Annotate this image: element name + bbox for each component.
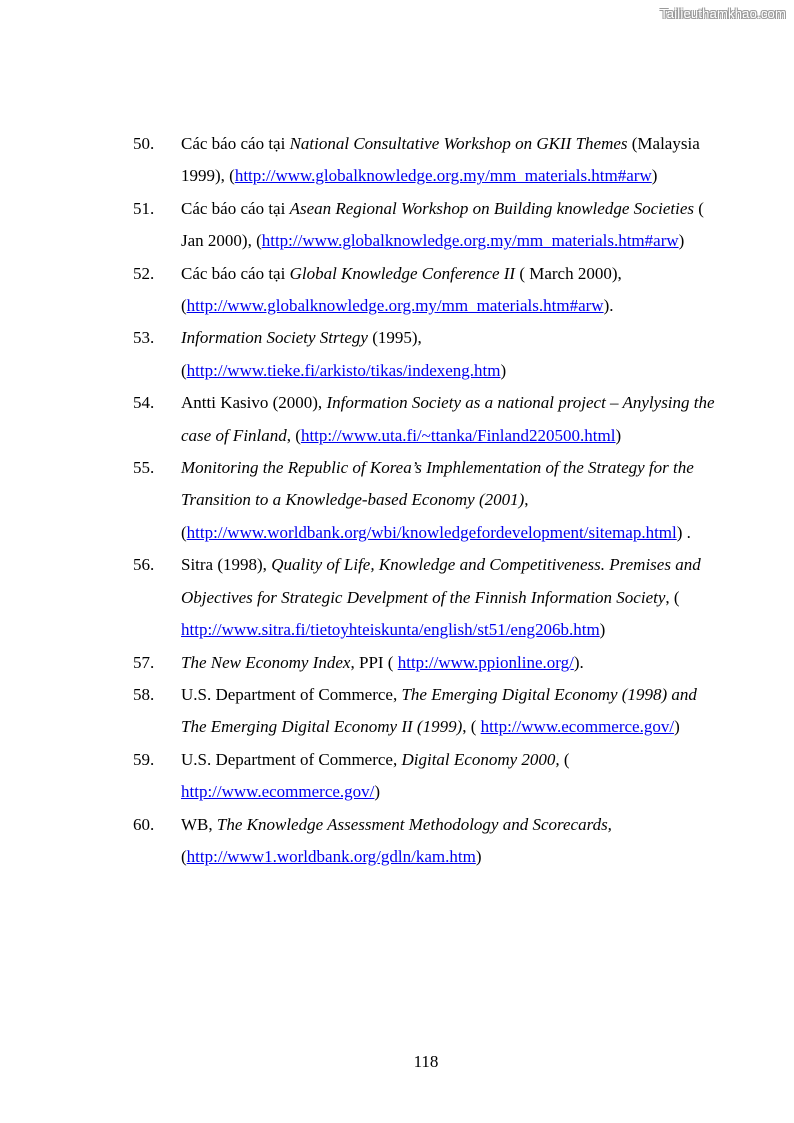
reference-text: ( <box>559 749 570 769</box>
watermark-text: Tailieuthamkhao.com <box>660 6 786 21</box>
reference-link[interactable]: http://www.ppionline.org/ <box>397 652 574 672</box>
reference-item <box>133 809 733 874</box>
reference-link[interactable]: http://www.uta.fi/~ttanka/Finland220500.html <box>300 425 616 445</box>
reference-text: , ( <box>665 587 680 607</box>
reference-item <box>133 452 733 549</box>
reference-text: ) <box>674 717 680 737</box>
reference-text: Các báo cáo tại <box>181 198 290 218</box>
reference-text: ) <box>500 360 507 380</box>
reference-item <box>133 744 733 809</box>
reference-item <box>133 679 733 744</box>
reference-text: Antti Kasivo (2000), <box>181 393 327 413</box>
reference-number: 57. <box>133 652 155 672</box>
reference-title: The Emerging Digital Economy (1998) and The Emerging Digital Economy II (1999) <box>181 684 697 737</box>
reference-text: Các báo cáo tại <box>181 134 290 153</box>
reference-title: Information Society as a national project – Anylysing the case of Finland <box>181 393 715 445</box>
reference-text: , ( <box>286 425 301 445</box>
reference-title: National Consultative Workshop on GKII Themes <box>289 134 628 153</box>
reference-text: ) . <box>676 522 691 542</box>
reference-title: Asean Regional Workshop on Building knowledge Societies <box>289 198 695 218</box>
reference-link[interactable]: http://www.globalknowledge.org.my/mm_materials.htm#arw <box>261 231 679 251</box>
reference-text: Sitra (1998), <box>181 555 272 575</box>
reference-text: , ( <box>462 717 481 737</box>
reference-text: ). <box>603 296 614 316</box>
reference-number: 59. <box>133 749 155 769</box>
reference-link[interactable]: http://www1.worldbank.org/gdln/kam.htm <box>186 846 476 866</box>
reference-text: ) <box>475 846 482 866</box>
reference-item <box>133 322 733 387</box>
reference-link[interactable]: http://www.ecommerce.gov/ <box>480 717 675 737</box>
reference-text: ( Jan 2000), ( <box>181 198 704 251</box>
reference-text: WB, <box>181 814 217 834</box>
reference-number: 52. <box>133 263 155 283</box>
reference-text: ). <box>573 652 584 672</box>
reference-item <box>133 128 733 193</box>
reference-text: U.S. Department of Commerce, <box>181 749 402 769</box>
reference-item <box>133 647 733 679</box>
reference-number: 58. <box>133 684 155 704</box>
reference-text: ) <box>678 231 685 251</box>
reference-text: ( <box>181 846 187 866</box>
reference-item <box>133 193 733 258</box>
reference-title: The Knowledge Assessment Methodology and Scorecards, <box>216 814 612 834</box>
reference-text: ) <box>615 425 622 445</box>
reference-text: ) <box>374 782 381 802</box>
reference-text: ) <box>599 620 606 640</box>
reference-title: Global Knowledge Conference II <box>289 263 516 283</box>
reference-title: Quality of Life, Knowledge and Competitiveness. Premises and Objectives for Strategic Develpment of the Finnish Information Society <box>181 555 701 607</box>
reference-link[interactable]: http://www.globalknowledge.org.my/mm_materials.htm#arw <box>234 166 652 186</box>
reference-text: (1995), ( <box>181 328 422 380</box>
reference-item <box>133 258 733 323</box>
reference-number: 55. <box>133 458 155 478</box>
reference-text: ( March 2000), ( <box>181 263 622 316</box>
reference-number: 53. <box>133 328 155 348</box>
reference-text: (Malaysia 1999), ( <box>181 134 700 186</box>
reference-text: ) <box>651 166 658 186</box>
reference-title: Monitoring the Republic of Korea’s Imphlementation of the Strategy for the Transition to a Knowledge-based Economy (2001) <box>181 458 694 510</box>
reference-link[interactable]: http://www.globalknowledge.org.my/mm_materials.htm#arw <box>186 296 604 316</box>
reference-title: Digital Economy 2000, <box>401 749 560 769</box>
reference-text: , ( <box>181 490 529 542</box>
reference-title: Information Society Strtegy <box>181 328 368 348</box>
reference-list <box>133 128 733 873</box>
reference-link[interactable]: http://www.ecommerce.gov/ <box>181 782 375 802</box>
reference-number: 60. <box>133 814 155 834</box>
reference-text: Các báo cáo tại <box>181 263 290 283</box>
reference-number: 54. <box>133 393 155 413</box>
reference-number: 50. <box>133 134 155 153</box>
reference-item <box>133 549 733 646</box>
reference-title: The New Economy Index <box>181 652 351 672</box>
reference-text: , PPI ( <box>350 652 398 672</box>
reference-number: 51. <box>133 198 155 218</box>
reference-link[interactable]: http://www.sitra.fi/tietoyhteiskunta/english/st51/eng206b.htm <box>181 620 600 640</box>
reference-link[interactable]: http://www.worldbank.org/wbi/knowledgefordevelopment/sitemap.html <box>186 522 677 542</box>
reference-item <box>133 387 733 452</box>
reference-number: 56. <box>133 555 155 575</box>
reference-link[interactable]: http://www.tieke.fi/arkisto/tikas/indexeng.htm <box>186 360 501 380</box>
reference-text: U.S. Department of Commerce, <box>181 684 402 704</box>
page-number: 118 <box>413 1052 439 1071</box>
